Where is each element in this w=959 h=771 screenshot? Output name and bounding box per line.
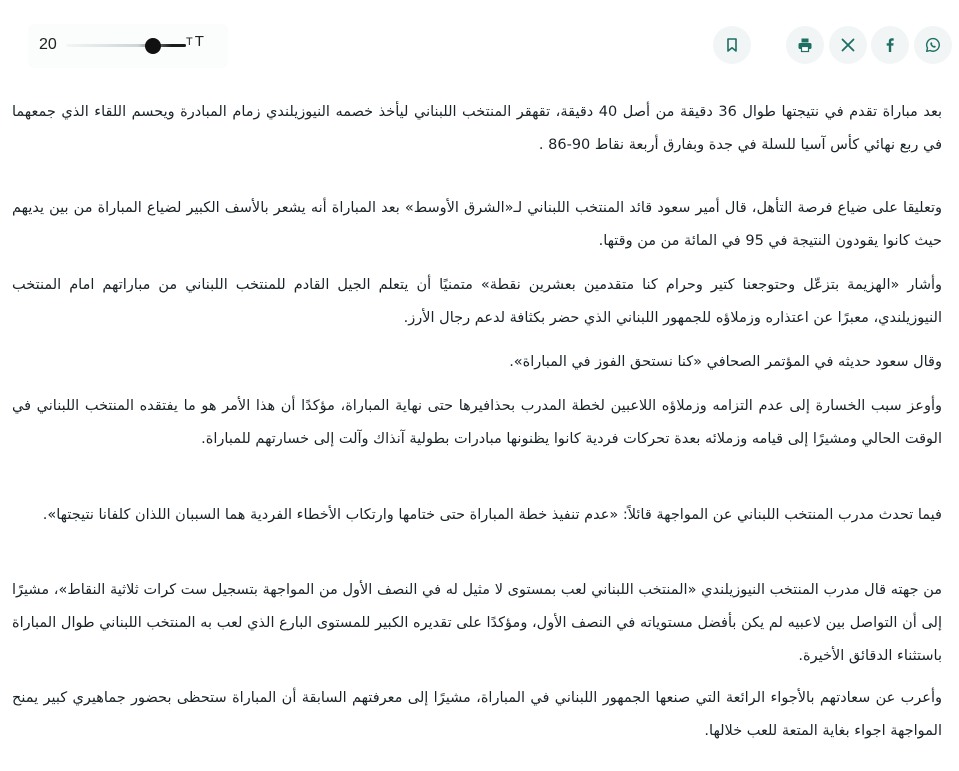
bookmark-button[interactable] [713,26,751,64]
article-paragraph: وتعليقا على ضياع فرصة التأهل، قال أمير سعود قائد المنتخب اللبناني لـ«الشرق الأوسط» بعد المباراة أنه يشعر بالأسف الكبير لضياع المباراة من بين يديهم حيث كانوا يقودون النتيجة في 95 في المائة من من وقتها. [12,200,942,249]
font-size-slider-handle[interactable] [145,38,161,54]
print-button[interactable] [786,26,824,64]
article-paragraph: وقال سعود حديثه في المؤتمر الصحافي «كنا نستحق الفوز في المباراة». [509,354,942,370]
x-share-button[interactable] [829,26,867,64]
article-toolbar [0,0,959,90]
text-size-icon: T T [186,33,204,50]
facebook-share-button[interactable] [871,26,909,64]
facebook-icon [882,37,898,53]
bookmark-icon [724,37,740,53]
article-paragraph: وأشار «الهزيمة بتزعّل وحتوجعنا كتير وحرام كنا متقدمين بعشرين نقطة» متمنيًا أن يتعلم الجيل القادم للمنتخب اللبناني من مباراتهم امام المنتخب النيوزيلندي، معبرًا عن اعتذاره وزملاؤه للجمهور اللبناني الذي حضر بكثافة لدعم رجال الأرز. [12,277,942,326]
x-icon [840,37,856,53]
article-paragraph: فيما تحدث مدرب المنتخب اللبناني عن المواجهة قائلاً: «عدم تنفيذ خطة المباراة حتى ختامها وارتكاب الأخطاء الفردية هما السببان اللذان كلفانا نتيجتها». [42,507,942,523]
font-size-value: 20 [39,36,57,53]
whatsapp-share-button[interactable] [914,26,952,64]
article-paragraph: من جهته قال مدرب المنتخب النيوزيلندي «المنتخب اللبناني لعب بمستوى لا مثيل له في النصف الأول من المواجهة بتسجيل ست كرات ثلاثية النقاط»، مشيرًا إلى أن التواصل بين لاعبيه لم يكن بأفضل مستوياته في النصف الأول، ومؤكدًا على تقديره الكبير للمستوى البارع الذي لعب به المنتخب اللبناني طوال المباراة باستثناء الدقائق الأخيرة. [12,582,942,664]
whatsapp-icon [925,37,941,53]
article-paragraph: بعد مباراة تقدم في نتيجتها طوال 36 دقيقة من أصل 40 دقيقة، تقهقر المنتخب اللبناني ليأخذ خصمه النيوزيلندي زمام المبادرة ويحسم اللقاء الذي جمعهما في ربع نهائي كأس آسيا للسلة في جدة وبفارق أربعة نقاط 90-86 . [12,104,942,153]
print-icon [797,37,813,53]
font-size-control [28,24,228,68]
font-size-slider[interactable] [66,44,186,47]
article-paragraph: وأوعز سبب الخسارة إلى عدم التزامه وزملاؤه اللاعبين لخطة المدرب بحذافيرها حتى نهاية المباراة، مؤكدًا أن هذا الأمر هو ما يفتقده المنتخب اللبناني في الوقت الحالي ومشيرًا إلى قيامه وزملائه بعدة تحركات فردية كانوا يظنونها مبادرات بطولية آنذاك وآلت إلى خسارتهم للمباراة. [12,398,942,447]
article-paragraph: وأعرب عن سعادتهم بالأجواء الرائعة التي صنعها الجمهور اللبناني في المباراة، مشيرًا إلى معرفتهم السابقة أن المباراة ستحظى بحضور جماهيري كبير يمنح المواجهة اجواء بغاية المتعة للعب خلالها. [12,690,942,739]
